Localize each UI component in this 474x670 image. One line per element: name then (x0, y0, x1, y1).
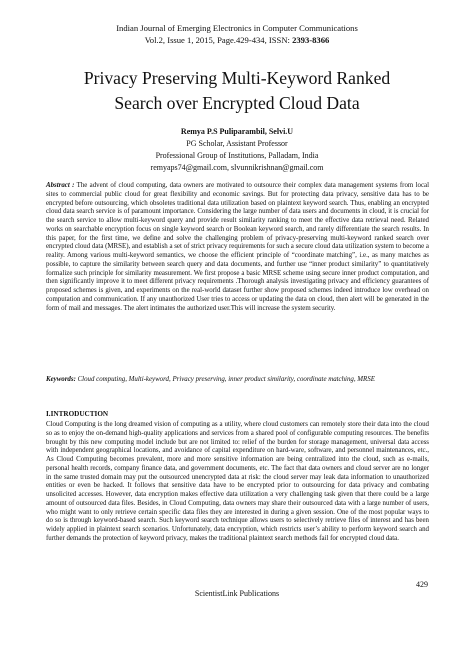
abstract-label: Abstract : (46, 182, 75, 189)
journal-header (0, 22, 474, 46)
abstract (46, 182, 429, 313)
keywords-text: Cloud computing, Multi-keyword, Privacy preserving, inner product similarity, coordinate matching, MRSE (75, 376, 375, 383)
section-heading-introduction: I.INTRODUCTION (46, 410, 109, 418)
author-affiliation: Professional Group of Institutions, Palladam, India (155, 151, 319, 160)
author-role: PG Scholar, Assistant Professor (186, 139, 288, 148)
keywords-label: Keywords: (46, 376, 76, 383)
keywords (46, 376, 429, 385)
introduction-text: Cloud Computing is the long dreamed vision of computing as a utility, where cloud customers can remotely store their data into the cloud so as to enjoy the on-demand high-quality applications and services from a shared pool of configurable computing resources. The benefits brought by this new computing model include but are not limited to: relief of the burden for storage management, universal data access with independent geographical locations, and avoidance of capital expenditure on hard-ware, software, and personnel maintenances, etc., As Cloud Computing becomes prevalent, more and more sensitive information are being centralized into the cloud, such as e-mails, personal health records, company finance data, and government documents, etc. The fact that data owners and cloud server are no longer in the same trusted domain may put the outsourced unencrypted data at risk: the cloud server may leak data information to unauthorized entities or even be hacked. It follows that sensitive data have to be encrypted prior to outsourcing for data privacy and combating unsolicited accesses. However, data encryption makes effective data utilization a very challenging task given that there could be a large amount of outsourced data files. Besides, in Cloud Computing, data owners may share their outsourced data with a large number of users, who might want to only retrieve certain specific data files they are interested in during a given session. One of the most popular ways to do so is through keyword-based search. Such keyword search technique allows users to selectively retrieve files of interest and has been widely applied in plaintext search scenarios. Unfortunately, data encryption, which restricts user’s ability to perform keyword search and further demands the protection of keyword privacy, makes the traditional plaintext search methods fail for encrypted cloud data. (46, 421, 429, 542)
paper-title (30, 66, 444, 116)
page-number: 429 (416, 580, 428, 589)
title-line-1: Privacy Preserving Multi-Keyword Ranked (83, 68, 391, 88)
journal-name: Indian Journal of Emerging Electronics in Computer Communications (116, 23, 358, 33)
author-emails: remyaps74@gmail.com, slvunnikrishnan@gmail.com (150, 163, 324, 172)
abstract-text: The advent of cloud computing, data owners are motivated to outsource their complex data management systems from local sites to commercial public cloud for great flexibility and economic savings. But for protecting data privacy, sensitive data has to be encrypted before outsourcing, which obsoletes traditional data utilization based on plaintext keyword search. Thus, enabling an encrypted cloud data search service is of paramount importance. Considering the large number of data users and documents in cloud, it is crucial for the search service to allow multi-keyword query and provide result similarity ranking to meet the effective data retrieval need. Related works on searchable encryption focus on single keyword search or Boolean keyword search, and rarely differentiate the search results. In this paper, for the first time, we define and solve the challenging problem of privacy-preserving multi-keyword ranked search over encrypted cloud data (MRSE), and establish a set of strict privacy requirements for such a secure cloud data utilization system to become a reality. Among various multi-keyword semantics, we choose the efficient principle of “coordinate matching”, i.e., as many matches as possible, to capture the similarity between search query and data documents, and further use “inner product similarity” to quantitatively formalize such principle for similarity measurement. We first propose a basic MRSE scheme using secure inner product computation, and then significantly improve it to meet different privacy requirements .Thorough analysis investigating privacy and efficiency guarantees of proposed schemes is given, and experiments on the real-world dataset further show proposed schemes indeed introduce low overhead on computation and communication. If any unauthorized User tries to access or updating the data on cloud, then alert will be generated in the form of mail and messages. The alert intimates the authorized user.This will increase the system security. (46, 182, 429, 312)
journal-issue-line (0, 34, 474, 46)
title-line-2: Search over Encrypted Cloud Data (114, 93, 360, 113)
author-names: Remya P.S Puliparambil, Selvi.U (180, 127, 294, 136)
journal-issn: 2393-8366 (292, 35, 330, 45)
author-block (40, 126, 434, 174)
publisher-footer: ScientistLink Publications (194, 589, 280, 598)
journal-volume: Vol.2, Issue 1, 2015, Page.429-434, ISSN: (144, 35, 293, 45)
